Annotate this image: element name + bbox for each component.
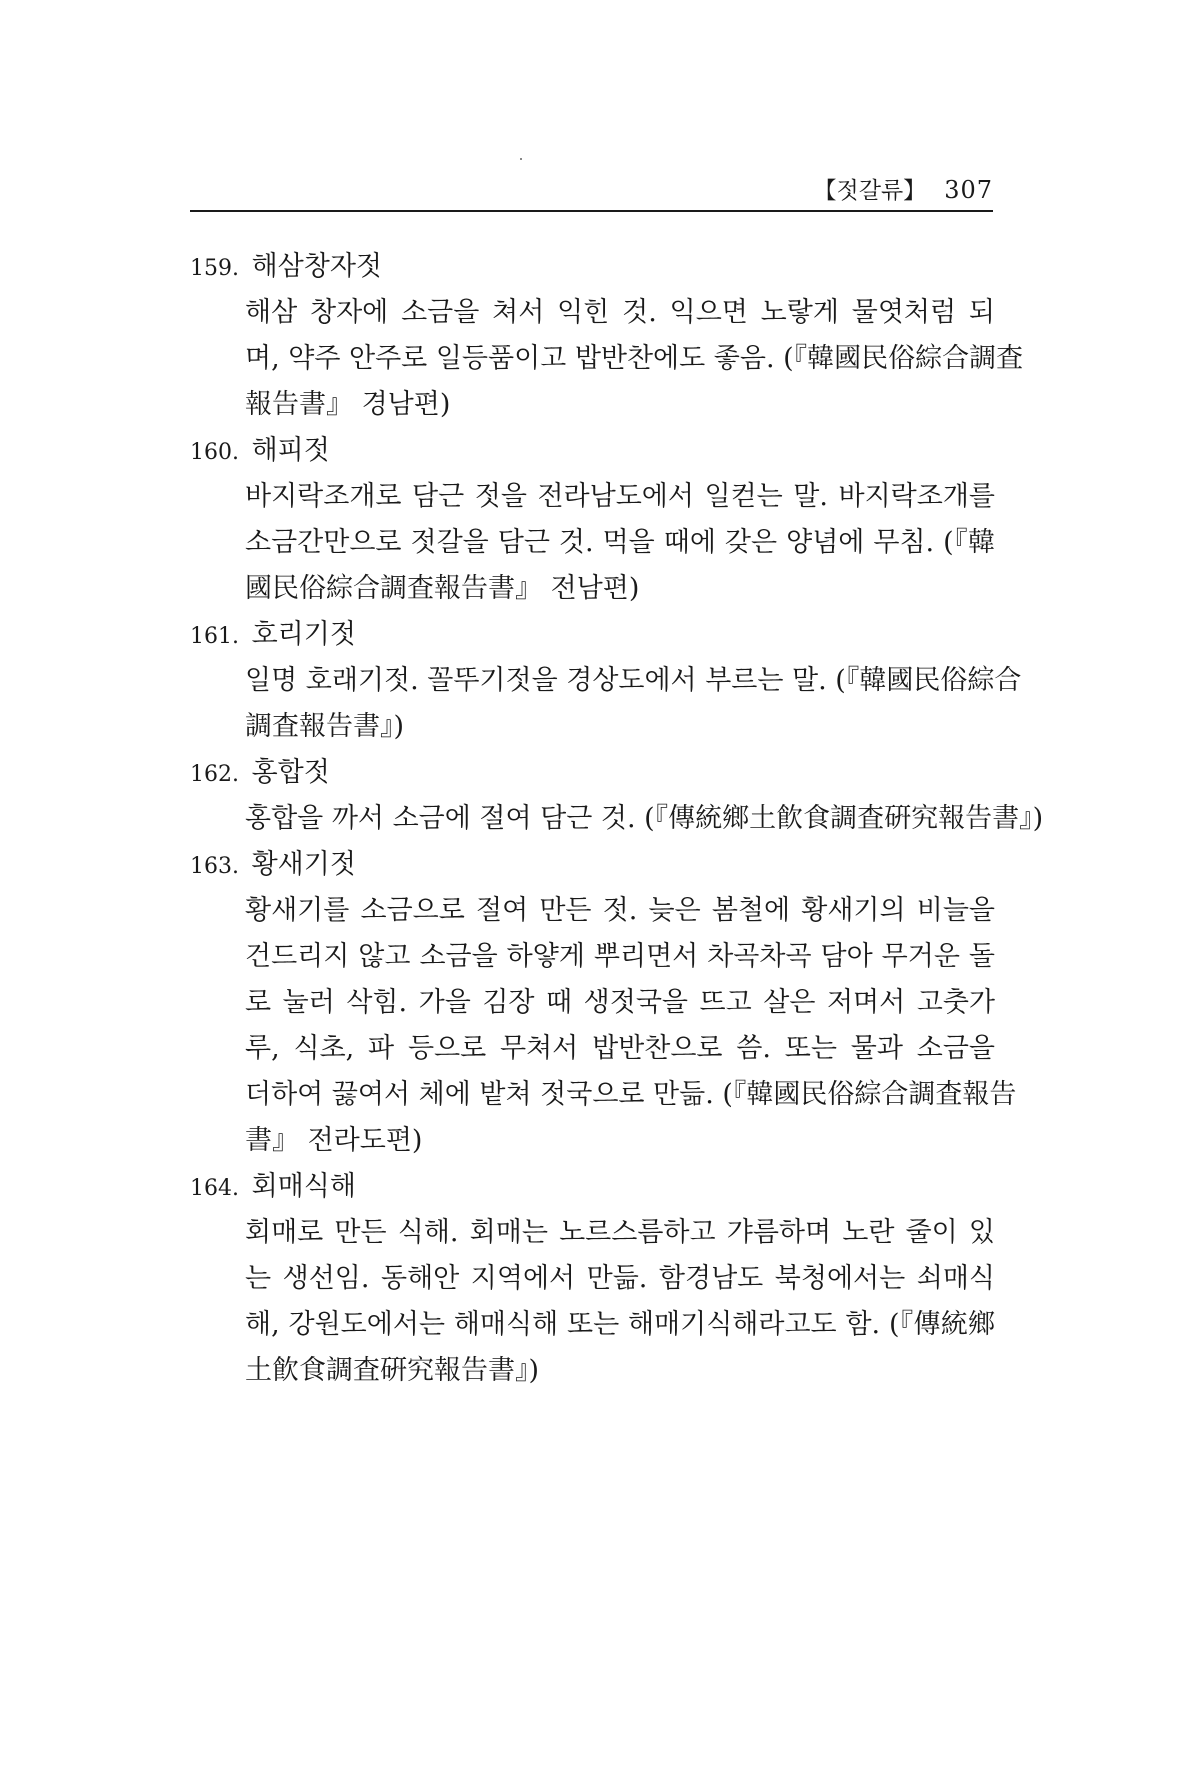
entry-text-line: 土飮食調査硏究報告書』) [245,1355,540,1386]
running-header [190,172,993,208]
print-speck [520,158,522,160]
entry-headword: 해피젓 [251,435,330,466]
entry-number: 162. [190,762,239,787]
entry-text-line: 해삼 창자에 소금을 쳐서 익힌 것. 익으면 노랗게 물엿처럼 되 [245,297,995,328]
section-title: 【젓갈류】 [813,178,927,204]
entry-headword: 황새기젓 [251,849,356,880]
entry-headword: 해삼창자젓 [251,251,382,282]
entry-heading [190,428,1000,474]
entry-162 [190,750,1044,842]
entry-text-line: 며, 약주 안주로 일등품이고 밥반찬에도 좋음. (『韓國民俗綜合調査 [245,343,1024,374]
entry-164 [190,1164,1000,1394]
entry-number: 163. [190,854,239,879]
entry-text-line: 로 눌러 삭힘. 가을 김장 때 생젓국을 뜨고 살은 저며서 고춧가 [245,987,995,1018]
entry-text-line: 해, 강원도에서는 해매식해 또는 해매기식해라고도 함. (『傳統鄉 [245,1309,995,1340]
entry-headword: 호리기젓 [251,619,356,650]
entry-text-line: 루, 식초, 파 등으로 무쳐서 밥반찬으로 씀. 또는 물과 소금을 [245,1033,995,1064]
entry-text-line: 소금간만으로 젓갈을 담근 것. 먹을 때에 갖은 양념에 무침. (『韓 [245,527,995,558]
entry-heading [190,612,1000,658]
page-number: 307 [944,176,993,204]
entry-text-line: 건드리지 않고 소금을 하얗게 뿌리면서 차곡차곡 담아 무거운 돌 [245,941,995,972]
entry-headword: 회매식해 [251,1171,356,1202]
entry-heading [190,244,1000,290]
entry-text-line: 調査報告書』) [245,711,405,742]
entry-text-line: 일명 호래기젓. 꼴뚜기젓을 경상도에서 부르는 말. (『韓國民俗綜合 [245,665,1022,696]
entry-text-line: 바지락조개로 담근 젓을 전라남도에서 일컫는 말. 바지락조개를 [245,481,995,512]
entry-heading [190,750,1000,796]
entry-163 [190,842,1017,1164]
entry-text-line: 書』 전라도편) [245,1125,423,1156]
entry-text-line: 는 생선임. 동해안 지역에서 만듦. 함경남도 북청에서는 쇠매식 [245,1263,995,1294]
header-rule [190,210,993,212]
entry-text-line: 회매로 만든 식해. 회매는 노르스름하고 갸름하며 노란 줄이 있 [245,1217,995,1248]
entry-161 [190,612,1022,750]
entry-heading [190,1164,1000,1210]
entry-text-line: 황새기를 소금으로 절여 만든 젓. 늦은 봄철에 황새기의 비늘을 [245,895,995,926]
entry-text-line: 國民俗綜合調査報告書』 전남편) [245,573,640,604]
entry-159 [190,244,1024,428]
entry-number: 161. [190,624,239,649]
entry-text-line: 報告書』 경남편) [245,389,451,420]
entry-number: 164. [190,1176,239,1201]
entry-text-line: 홍합을 까서 소금에 절여 담근 것. (『傳統鄉土飮食調査硏究報告書』) [245,803,1044,834]
entry-headword: 홍합젓 [251,757,330,788]
entry-160 [190,428,1000,612]
entry-text-line: 더하여 끓여서 체에 밭쳐 젓국으로 만듦. (『韓國民俗綜合調査報告 [245,1079,1017,1110]
entry-number: 159. [190,256,239,281]
entry-number: 160. [190,440,239,465]
entry-list [190,244,1044,1394]
entry-heading [190,842,1000,888]
